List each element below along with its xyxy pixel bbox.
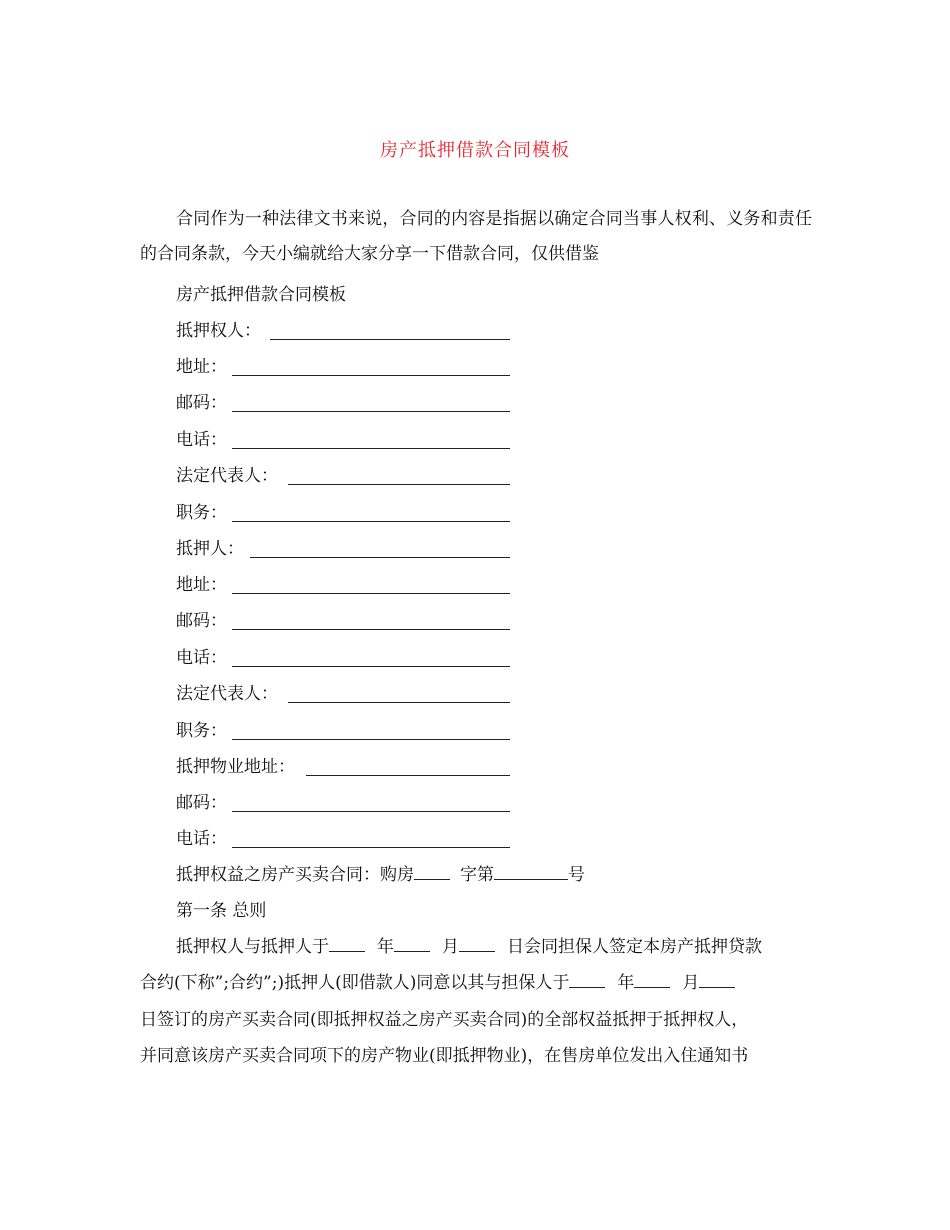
article-line-4 <box>140 1043 748 1069</box>
field-label: 抵押物业地址： <box>176 757 295 777</box>
field-postcode <box>176 390 510 416</box>
field-legal-rep <box>176 463 510 489</box>
field-label: 法定代表人： <box>176 684 278 704</box>
field-phone <box>176 826 510 852</box>
fill-blank <box>569 973 605 988</box>
section-subtitle <box>176 282 346 308</box>
fill-blank <box>634 973 670 988</box>
field-position <box>176 718 510 744</box>
article-text: 合约(下称”;合约”;)抵押人(即借款人)同意以其与担保人于 <box>140 973 570 993</box>
fill-blank <box>699 973 735 988</box>
contract-suffix: 号 <box>568 865 585 885</box>
field-label: 电话： <box>176 829 227 849</box>
field-label: 邮码： <box>176 393 227 413</box>
fill-blank <box>232 811 510 812</box>
fill-blank <box>232 411 510 412</box>
field-label: 电话： <box>176 430 227 450</box>
field-label: 地址： <box>176 575 227 595</box>
field-mortgagor <box>176 536 510 562</box>
article-text: 日签订的房产买卖合同(即抵押权益之房产买卖合同)的全部权益抵押于抵押权人， <box>140 1010 749 1030</box>
fill-blank <box>288 702 510 703</box>
contract-prefix: 抵押权益之房产买卖合同：购房 <box>176 865 414 885</box>
intro-paragraph: 合同作为一种法律文书来说，合同的内容是指据以确定合同当事人权利、义务和责任的合同条款，今天小编就给大家分享一下借款合同，仅供借鉴 <box>140 209 812 264</box>
fill-blank <box>232 593 510 594</box>
field-property-address <box>176 754 510 780</box>
fill-blank <box>306 775 510 776</box>
fill-blank <box>288 484 510 485</box>
article-heading <box>176 898 266 924</box>
field-postcode <box>176 608 510 634</box>
article-heading-text: 第一条 总则 <box>176 901 267 921</box>
article-text: 日会同担保人签定本房产抵押贷款 <box>507 937 762 957</box>
fill-blank <box>232 666 510 667</box>
article-text: 抵押权人与抵押人于 <box>176 937 329 957</box>
contract-middle: 字第 <box>460 865 494 885</box>
fill-blank <box>414 865 450 880</box>
article-text: 年 <box>617 973 635 993</box>
field-label: 抵押权人： <box>176 321 261 341</box>
field-label: 抵押人： <box>176 539 244 559</box>
field-label: 法定代表人： <box>176 466 278 486</box>
fill-blank <box>270 339 510 340</box>
field-legal-rep <box>176 681 510 707</box>
field-label: 电话： <box>176 648 227 668</box>
article-line-1 <box>176 934 762 960</box>
article-text: 月 <box>682 973 700 993</box>
article-line-2 <box>140 970 735 996</box>
article-text: 年 <box>377 937 394 957</box>
fill-blank <box>459 937 495 952</box>
article-text: 月 <box>442 937 459 957</box>
field-label: 职务： <box>176 721 227 741</box>
field-address <box>176 354 510 380</box>
fill-blank <box>494 865 568 880</box>
fill-blank <box>250 557 510 558</box>
fill-blank <box>232 448 510 449</box>
fill-blank <box>232 847 510 848</box>
fill-blank <box>232 375 510 376</box>
article-text: 并同意该房产买卖合同项下的房产物业(即抵押物业)，在售房单位发出入住通知书 <box>140 1046 749 1066</box>
document-title: 房产抵押借款合同模板 <box>380 140 570 161</box>
fill-blank <box>329 937 365 952</box>
field-postcode <box>176 790 510 816</box>
contract-reference-line <box>176 862 585 888</box>
fill-blank <box>232 629 510 630</box>
fill-blank <box>394 937 430 952</box>
field-label: 邮码： <box>176 793 227 813</box>
field-label: 地址： <box>176 357 227 377</box>
field-phone <box>176 427 510 453</box>
field-label: 职务： <box>176 503 227 523</box>
field-mortgagee <box>176 318 510 344</box>
article-line-3 <box>140 1007 748 1033</box>
fill-blank <box>232 521 510 522</box>
subtitle-text: 房产抵押借款合同模板 <box>176 285 346 305</box>
field-address <box>176 572 510 598</box>
field-label: 邮码： <box>176 611 227 631</box>
fill-blank <box>232 739 510 740</box>
field-phone <box>176 645 510 671</box>
field-position <box>176 500 510 526</box>
